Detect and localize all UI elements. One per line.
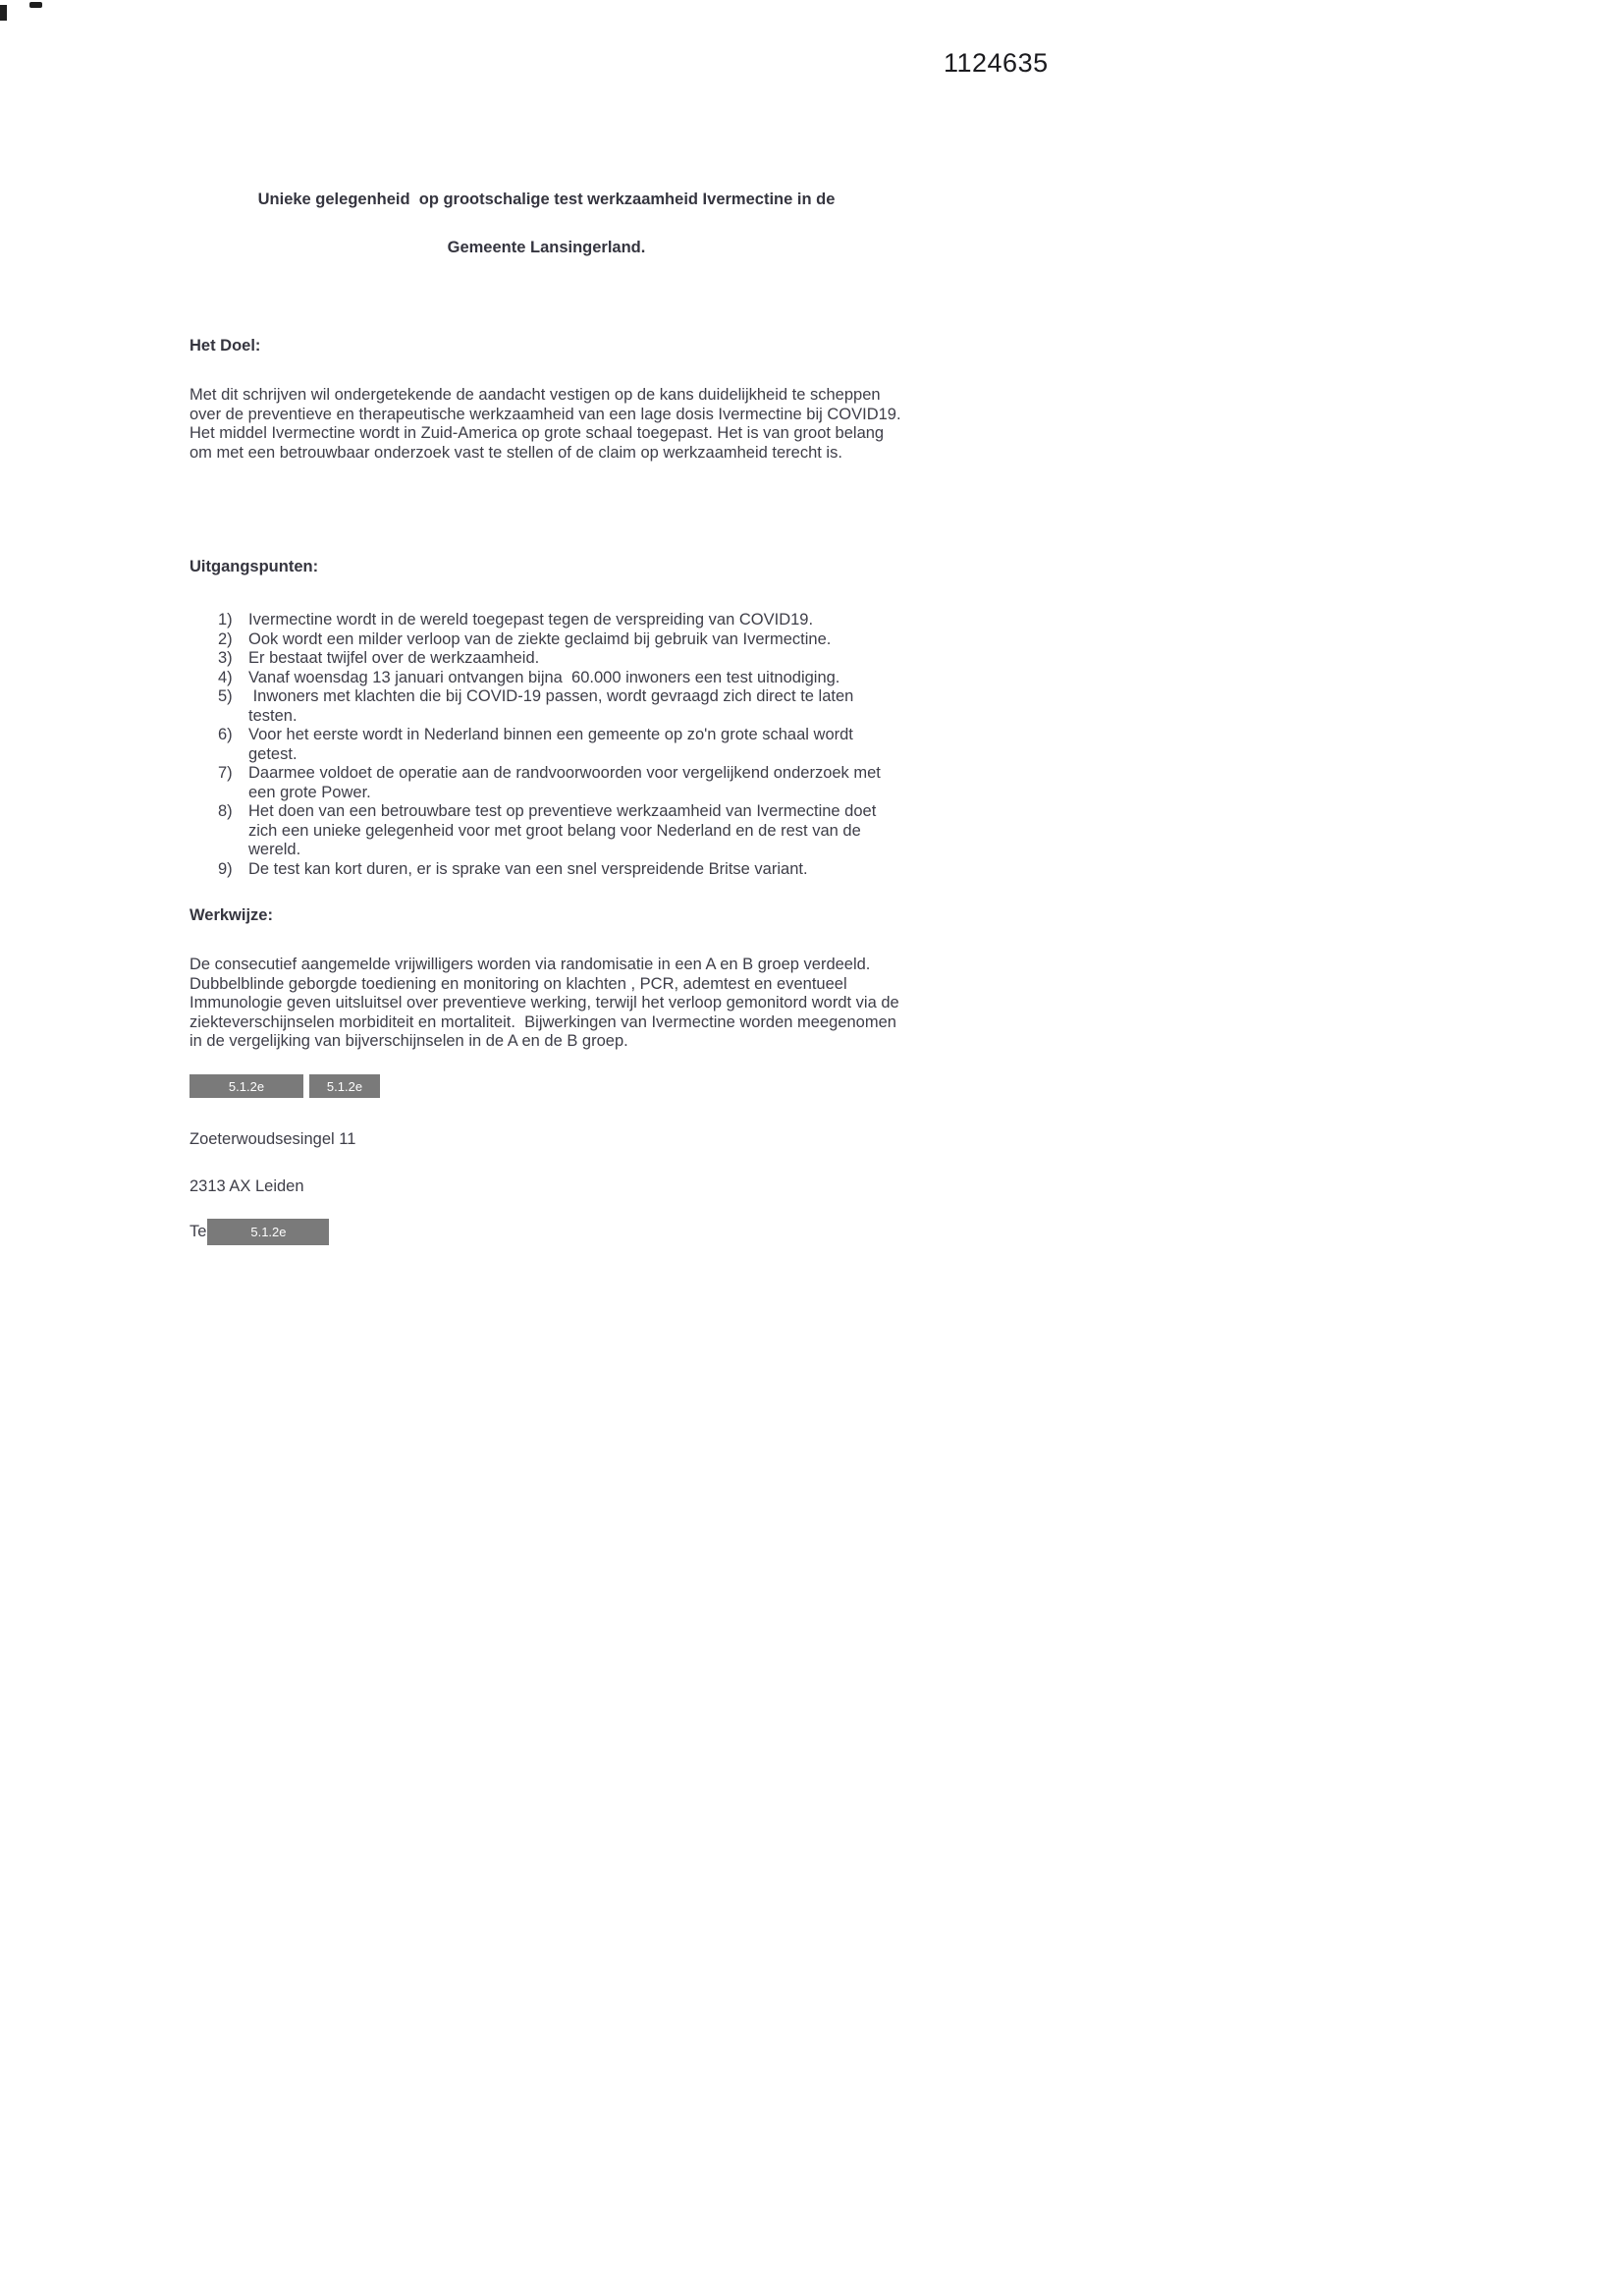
list-item-text: Inwoners met klachten die bij COVID-19 passen, wordt gevraagd zich direct te laten testen. xyxy=(248,687,858,725)
telephone-prefix: Te xyxy=(189,1222,207,1240)
redaction-box: 5.1.2e xyxy=(189,1074,303,1098)
list-item xyxy=(218,726,903,764)
het-doel-paragraph: Met dit schrijven wil ondergetekende de aandacht vestigen op de kans duidelijkheid te scheppen over de preventieve en therapeutische werkzaamheid van een lage dosis Ivermectine bij COVID19. Het middel Ivermectine wordt in Zuid-America op grote schaal toegepast. Het is van groot belang om met een betrouwbaar onderzoek vast te stellen of de claim op werkzaamheid terecht is. xyxy=(189,386,906,462)
list-item-number: 5) xyxy=(218,687,233,705)
list-item-number: 7) xyxy=(218,764,233,782)
list-item xyxy=(218,687,903,726)
section-heading-uitgangspunten: Uitgangspunten: xyxy=(189,558,319,575)
list-item-text: Voor het eerste wordt in Nederland binnen een gemeente op zo'n grote schaal wordt getest. xyxy=(248,726,858,763)
list-item-number: 2) xyxy=(218,629,233,648)
list-item-number: 6) xyxy=(218,726,233,743)
address-line-1: Zoeterwoudsesingel 11 xyxy=(189,1130,356,1148)
list-item-number: 9) xyxy=(218,859,233,878)
document-number: 1124635 xyxy=(944,48,1049,78)
document-title-line2: Gemeente Lansingerland. xyxy=(447,239,646,256)
address-line-2: 2313 AX Leiden xyxy=(189,1177,304,1195)
list-item xyxy=(218,802,903,860)
section-heading-het-doel: Het Doel: xyxy=(189,337,261,355)
list-item xyxy=(218,860,903,880)
list-item-text: Daarmee voldoet de operatie aan de randvoorwoorden voor vergelijkend onderzoek met een grote Power. xyxy=(248,764,886,801)
list-item xyxy=(218,669,903,688)
list-item-number: 4) xyxy=(218,668,233,686)
uitgangspunten-list xyxy=(218,611,903,879)
redaction-box: 5.1.2e xyxy=(207,1219,329,1245)
scan-artifact-mark xyxy=(29,2,42,8)
list-item xyxy=(218,649,903,669)
list-item-text: De test kan kort duren, er is sprake van een snel verspreidende Britse variant. xyxy=(248,859,808,878)
list-item-text: Er bestaat twijfel over de werkzaamheid. xyxy=(248,649,540,667)
telephone-row xyxy=(189,1219,329,1245)
redaction-row xyxy=(189,1074,380,1098)
list-item xyxy=(218,630,903,650)
list-item xyxy=(218,764,903,802)
list-item-number: 8) xyxy=(218,802,233,820)
section-heading-werkwijze: Werkwijze: xyxy=(189,906,273,924)
werkwijze-paragraph: De consecutief aangemelde vrijwilligers worden via randomisatie in een A en B groep verdeeld. Dubbelblinde geborgde toediening en monitoring on klachten , PCR, ademtest en eventueel Immunologie geven uitsluitsel over preventieve werking, terwijl het verloop gemonitord wordt via de ziekteverschijnselen morbiditeit en mortaliteit. Bijwerkingen van Ivermectine worden meegenomen in de vergelijking van bijverschijnselen in de A en de B groep. xyxy=(189,956,904,1050)
list-item xyxy=(218,611,903,630)
list-item-number: 3) xyxy=(218,649,233,667)
document-title-line1: Unieke gelegenheid op grootschalige test werkzaamheid Ivermectine in de xyxy=(257,191,836,208)
list-item-text: Ook wordt een milder verloop van de ziekte geclaimd bij gebruik van Ivermectine. xyxy=(248,629,832,648)
list-item-text: Ivermectine wordt in de wereld toegepast tegen de verspreiding van COVID19. xyxy=(248,611,814,629)
list-item-text: Het doen van een betrouwbare test op preventieve werkzaamheid van Ivermectine doet zich een unieke gelegenheid voor met groot belang voor Nederland en de rest van de wereld. xyxy=(248,802,881,858)
scan-artifact-mark xyxy=(0,5,7,21)
redaction-box: 5.1.2e xyxy=(309,1074,380,1098)
list-item-text: Vanaf woensdag 13 januari ontvangen bijna 60.000 inwoners een test uitnodiging. xyxy=(248,668,840,686)
list-item-number: 1) xyxy=(218,611,233,629)
